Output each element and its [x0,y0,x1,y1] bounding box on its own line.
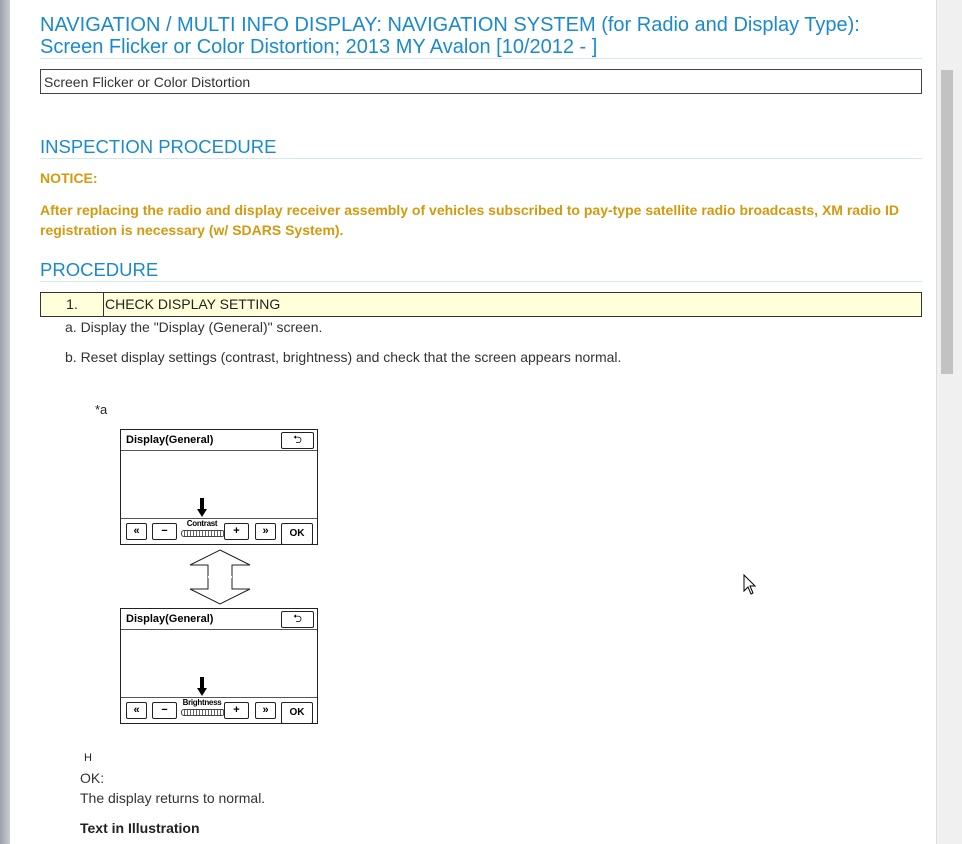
double-arrow-icon [188,549,252,605]
screen-title: Display(General) [121,430,317,451]
instruction-b: b. Reset display settings (contrast, brightness) and check that the screen appears normal. [65,349,622,365]
screen-title: Display(General) [121,609,317,630]
plus-icon: + [224,702,249,719]
instruction-a: a. Display the "Display (General)" screen. [65,319,323,335]
notice-text: After replacing the radio and display receiver assembly of vehicles subscribed to pay-type satellite radio broadcasts, XM radio ID registration is necessary (w/ SDARS System). [40,202,899,238]
illustration-callout: *a [95,402,108,417]
vertical-scrollbar[interactable] [936,0,962,844]
forward-icon: » [255,523,276,540]
document-window [10,0,936,844]
notice-label: NOTICE: [40,170,98,186]
subject-box: Screen Flicker or Color Distortion [40,69,922,94]
ok-button-graphic: OK [281,523,313,545]
title-divider [40,58,922,59]
back-icon: ⮌ [281,611,314,628]
contrast-slider [181,530,225,537]
text-in-illustration-heading: Text in Illustration [80,820,200,836]
result-text: The display returns to normal. [80,790,266,806]
step-title: CHECK DISPLAY SETTING [105,296,281,312]
scrollbar-thumb[interactable] [941,70,953,374]
step-number: 1. [41,293,104,316]
procedure-heading: PROCEDURE [40,259,159,280]
step-row [40,292,922,317]
minus-icon: − [152,702,177,719]
inspection-heading: INSPECTION PROCEDURE [40,136,277,157]
rewind-icon: « [126,702,147,719]
plus-icon: + [224,523,249,540]
page-title: NAVIGATION / MULTI INFO DISPLAY: NAVIGATION SYSTEM (for Radio and Display Type): Screen Flicker or Color Distortion; 2013 MY Avalon [10/2012 - ] [40,14,860,58]
brightness-slider [181,709,225,716]
down-arrow-icon [197,498,207,518]
rewind-icon: « [126,523,147,540]
procedure-divider [40,281,922,282]
inspection-divider [40,158,922,159]
back-icon: ⮌ [281,432,314,449]
slider-label: Brightness [182,698,222,707]
forward-icon: » [255,702,276,719]
result-label: OK: [80,770,105,786]
display-screen-brightness [120,608,318,724]
display-screen-contrast [120,429,318,545]
ok-button-graphic: OK [281,702,313,724]
down-arrow-icon [197,677,207,697]
slider-label: Contrast [186,519,218,528]
window-frame-left [0,0,10,844]
illustration-marker: H [84,752,92,764]
mouse-cursor-icon [743,574,757,596]
minus-icon: − [152,523,177,540]
